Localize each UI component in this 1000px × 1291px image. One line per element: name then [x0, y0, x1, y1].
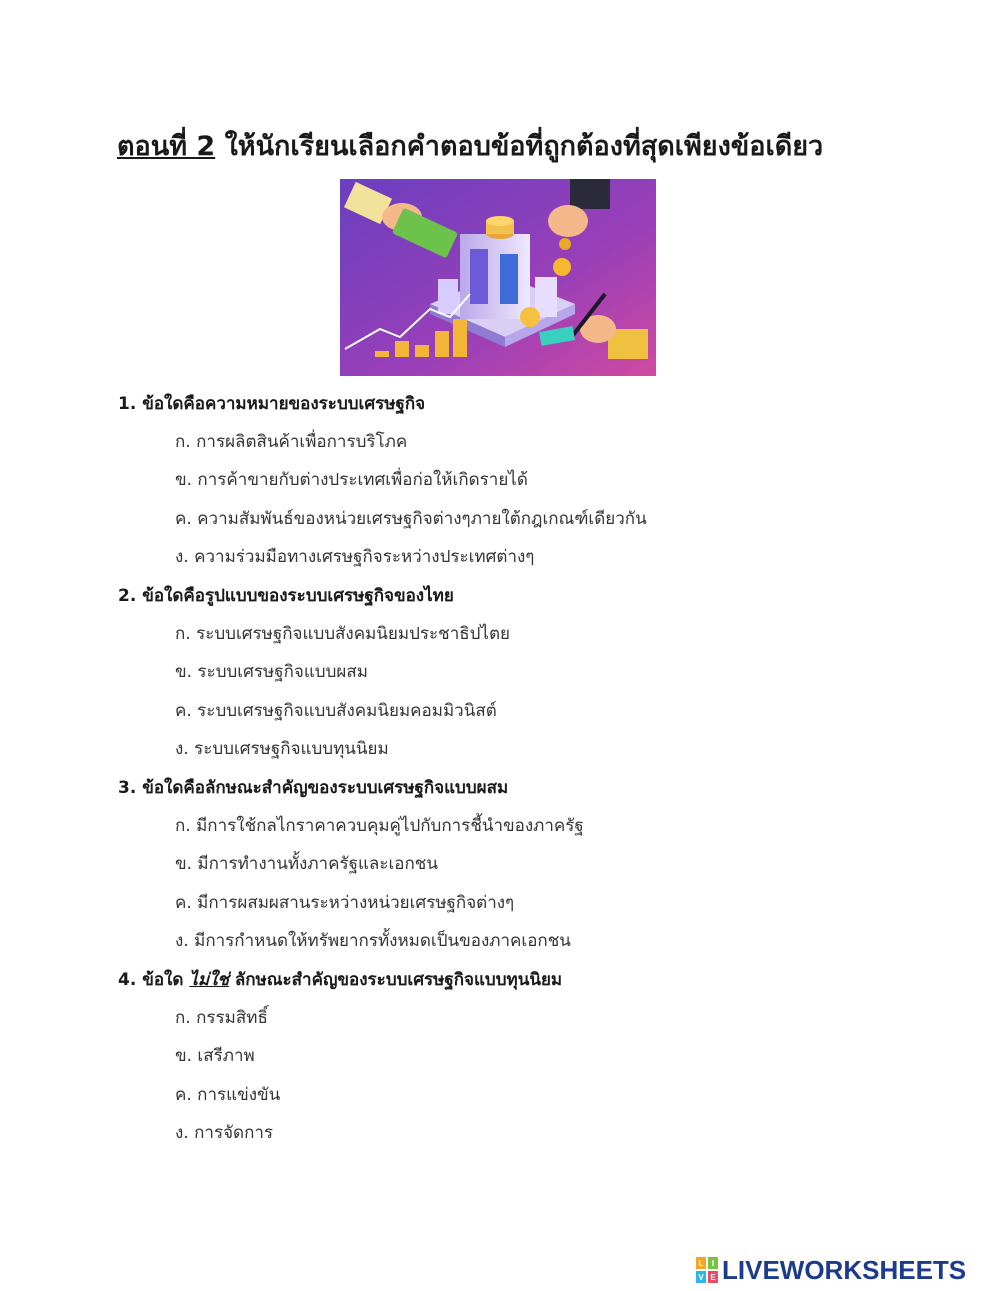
question-4: [118, 966, 562, 993]
question-4-option-a[interactable]: ก. กรรมสิทธิ์: [175, 1008, 268, 1028]
question-1: 1. ข้อใดคือความหมายของระบบเศรษฐกิจ: [118, 394, 426, 414]
question-3: 3. ข้อใดคือลักษณะสำคัญของระบบเศรษฐกิจแบบผสม: [118, 778, 509, 798]
question-3-option-c[interactable]: ค. มีการผสมผสานระหว่างหน่วยเศรษฐกิจต่างๆ: [175, 893, 515, 913]
question-2-option-b[interactable]: ข. ระบบเศรษฐกิจแบบผสม: [175, 662, 368, 682]
question-3-option-b[interactable]: ข. มีการทำงานทั้งภาครัฐและเอกชน: [175, 854, 438, 874]
section-label: ตอนที่ 2: [117, 131, 216, 162]
logo-badge-letter-i: I: [711, 1259, 715, 1268]
question-3-option-a[interactable]: ก. มีการใช้กลไกราคาควบคุมคู่ไปกับการชี้นำของภาครัฐ: [175, 816, 584, 836]
question-1-option-b[interactable]: ข. การค้าขายกับต่างประเทศเพื่อก่อให้เกิดรายได้: [175, 470, 528, 490]
question-4-suffix: ลักษณะสำคัญของระบบเศรษฐกิจแบบทุนนิยม: [228, 970, 563, 990]
instruction-text: ให้นักเรียนเลือกคำตอบข้อที่ถูกต้องที่สุดเพียงข้อเดียว: [224, 131, 824, 162]
question-2: 2. ข้อใดคือรูปแบบของระบบเศรษฐกิจของไทย: [118, 586, 454, 606]
question-4-option-c[interactable]: ค. การแข่งขัน: [175, 1085, 281, 1105]
question-1-option-d[interactable]: ง. ความร่วมมือทางเศรษฐกิจระหว่างประเทศต่างๆ: [175, 547, 535, 567]
question-2-option-d[interactable]: ง. ระบบเศรษฐกิจแบบทุนนิยม: [175, 739, 389, 759]
question-4-negation: ไม่ใช่: [189, 970, 229, 990]
question-3-option-d[interactable]: ง. มีการกำหนดให้ทรัพยากรทั้งหมดเป็นของภาคเอกชน: [175, 931, 571, 951]
logo-text: LIVEWORKSHEETS: [722, 1254, 967, 1285]
logo-badge-letter-e: E: [710, 1273, 716, 1282]
question-1-option-a[interactable]: ก. การผลิตสินค้าเพื่อการบริโภค: [175, 432, 408, 452]
question-1-option-c[interactable]: ค. ความสัมพันธ์ของหน่วยเศรษฐกิจต่างๆภายใต้กฎเกณฑ์เดียวกัน: [175, 509, 647, 529]
question-4-prefix: 4. ข้อใด: [118, 970, 190, 990]
question-4-option-b[interactable]: ข. เสรีภาพ: [175, 1046, 255, 1066]
question-4-option-d[interactable]: ง. การจัดการ: [175, 1123, 274, 1143]
economy-illustration: [340, 179, 656, 376]
logo-badge-letter-l: L: [698, 1259, 704, 1268]
liveworksheets-logo: [696, 1255, 966, 1285]
page-title: [117, 124, 823, 167]
logo-badge-icon: [696, 1257, 718, 1283]
question-2-option-c[interactable]: ค. ระบบเศรษฐกิจแบบสังคมนิยมคอมมิวนิสต์: [175, 701, 497, 721]
logo-badge-letter-v: V: [698, 1273, 704, 1282]
question-2-option-a[interactable]: ก. ระบบเศรษฐกิจแบบสังคมนิยมประชาธิปไตย: [175, 624, 510, 644]
